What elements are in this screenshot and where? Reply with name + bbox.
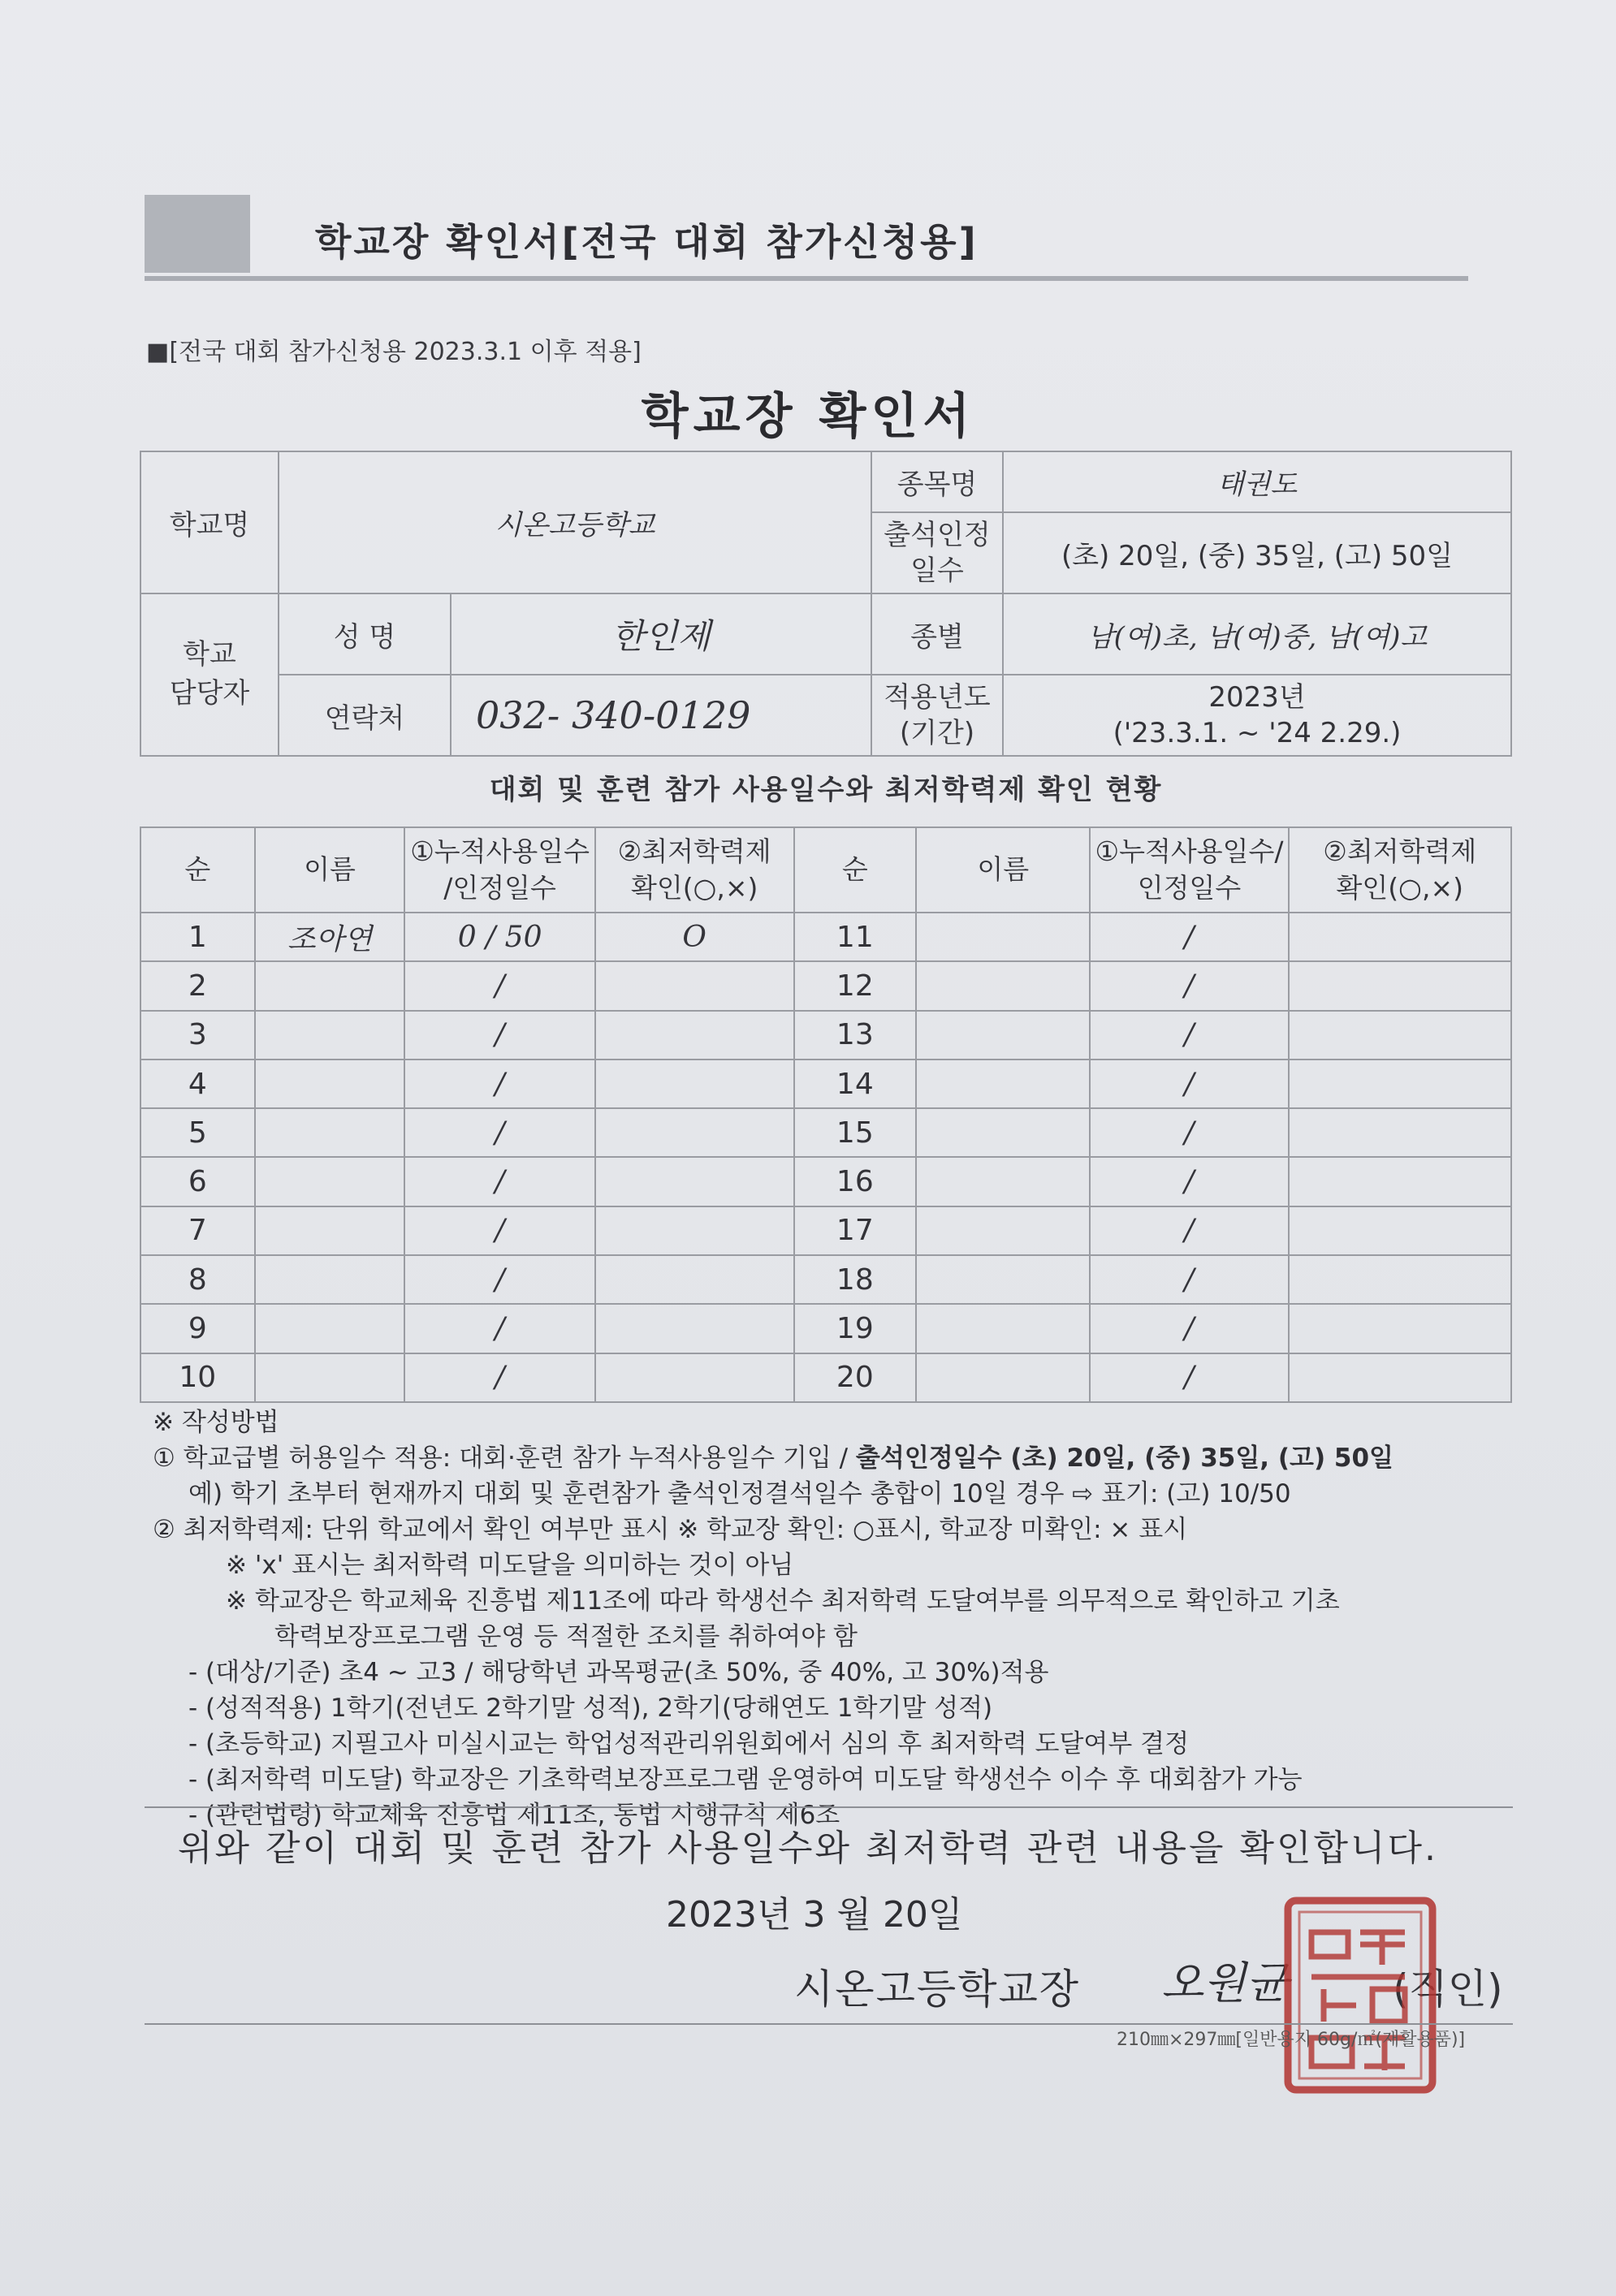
table-row [140, 1353, 1511, 1402]
principal-school: 시온고등학교장 [794, 1966, 1081, 2013]
bottom-line [145, 2023, 1513, 2025]
roster-name-right [916, 1255, 1090, 1304]
gender-value: 남(여)초, 남(여)중, 남(여)고 [1003, 593, 1511, 675]
sport-label: 종목명 [871, 451, 1003, 512]
roster-check-right [1289, 1353, 1511, 1402]
roster-no-right: 19 [794, 1304, 917, 1353]
roster-check-left [595, 1108, 794, 1157]
note-2-sub1: ※ 'x' 표시는 최저학력 미도달을 의미하는 것이 아님 [226, 1551, 794, 1581]
header-title: 학교장 확인서[전국 대회 참가신청용] [315, 220, 979, 264]
roster-name-right [916, 1157, 1090, 1206]
detail-4: - (최저학력 미도달) 학교장은 기초학력보장프로그램 운영하여 미도달 학생선수 이수 후 대회참가 가능 [188, 1765, 1303, 1795]
roster-days-right: / [1090, 1108, 1288, 1157]
date-text: 2023년 3 월 20일 [666, 1894, 963, 1936]
table-row [140, 1157, 1511, 1206]
roster-days-right: / [1090, 1157, 1288, 1206]
table-row [140, 913, 1511, 961]
roster-name-left [255, 1011, 405, 1060]
year-label: 적용년도 (기간) [871, 675, 1003, 756]
section-title: 대회 및 훈련 참가 사용일수와 최저학력제 확인 현황 [489, 774, 1163, 806]
contact-value: 032- 340-0129 [451, 675, 871, 756]
table-row [140, 1206, 1511, 1255]
roster-days-left: / [404, 1108, 594, 1157]
roster-name-left [255, 1157, 405, 1206]
notes-heading: ※ 작성방법 [153, 1408, 279, 1437]
roster-no-left: 2 [140, 961, 255, 1010]
roster-check-left [595, 1157, 794, 1206]
col-name-left: 이름 [255, 827, 405, 913]
header-gray-block [145, 195, 250, 273]
roster-check-left [595, 961, 794, 1010]
col-days-right: ①누적사용일수/ 인정일수 [1090, 827, 1288, 913]
roster-no-right: 11 [794, 913, 917, 961]
seal-label: (직인) [1393, 1966, 1503, 2013]
roster-check-right [1289, 1304, 1511, 1353]
period-value: ('23.3.1. ~ '24 2.29.) [1113, 717, 1402, 749]
col-check-right: ②최저학력제 확인(○,×) [1289, 827, 1511, 913]
confirm-text: 위와 같이 대회 및 훈련 참가 사용일수와 최저학력 관련 내용을 확인합니다. [178, 1828, 1438, 1869]
roster-check-right [1289, 1060, 1511, 1108]
roster-name-right [916, 1206, 1090, 1255]
year-cell [1003, 675, 1511, 756]
roster-body [140, 913, 1511, 1402]
roster-days-right: / [1090, 1206, 1288, 1255]
note-2: ② 최저학력제: 단위 학교에서 확인 여부만 표시 ※ 학교장 확인: ○표시, 학교장 미확인: × 표시 [153, 1515, 1188, 1545]
roster-name-left [255, 1304, 405, 1353]
roster-no-left: 8 [140, 1255, 255, 1304]
main-title: 학교장 확인서 [641, 388, 975, 445]
roster-check-right [1289, 1011, 1511, 1060]
name-value: 한인제 [451, 593, 871, 675]
roster-days-right: / [1090, 1353, 1288, 1402]
roster-days-right: / [1090, 1060, 1288, 1108]
roster-name-right [916, 913, 1090, 961]
roster-check-left [595, 1304, 794, 1353]
roster-no-right: 17 [794, 1206, 917, 1255]
roster-no-left: 1 [140, 913, 255, 961]
roster-name-right [916, 1108, 1090, 1157]
gender-label: 종별 [871, 593, 1003, 675]
roster-days-left: / [404, 1011, 594, 1060]
year-value: 2023년 [1208, 680, 1306, 714]
col-check-left: ②최저학력제 확인(○,×) [595, 827, 794, 913]
roster-check-left [595, 1255, 794, 1304]
roster-name-left [255, 961, 405, 1010]
roster-days-left: / [404, 961, 594, 1010]
roster-days-right: / [1090, 1255, 1288, 1304]
roster-name-right [916, 1011, 1090, 1060]
roster-no-left: 10 [140, 1353, 255, 1402]
roster-check-right [1289, 961, 1511, 1010]
roster-check-right [1289, 1108, 1511, 1157]
detail-1: - (대상/기준) 초4 ~ 고3 / 해당학년 과목평균(초 50%, 중 40%, 고 30%)적용 [188, 1658, 1049, 1688]
col-no-left: 순 [140, 827, 255, 913]
roster-name-right [916, 1060, 1090, 1108]
col-no-right: 순 [794, 827, 917, 913]
roster-check-left [595, 1011, 794, 1060]
roster-no-left: 3 [140, 1011, 255, 1060]
roster-no-right: 12 [794, 961, 917, 1010]
roster-name-left [255, 1353, 405, 1402]
table-row [140, 1060, 1511, 1108]
table-row [140, 1011, 1511, 1060]
note-1 [153, 1440, 1517, 1476]
notes-section [153, 1405, 1517, 1833]
detail-3: - (초등학교) 지필고사 미실시교는 학업성적관리위원회에서 심의 후 최저학력 도달여부 결정 [188, 1729, 1190, 1759]
roster-name-left [255, 1108, 405, 1157]
roster-no-right: 20 [794, 1353, 917, 1402]
contact-label: 연락처 [279, 675, 451, 756]
roster-days-left: / [404, 1304, 594, 1353]
col-days-left: ①누적사용일수 /인정일수 [404, 827, 594, 913]
scope-note: ■[전국 대회 참가신청용 2023.3.1 이후 적용] [146, 338, 642, 366]
roster-days-left: / [404, 1060, 594, 1108]
roster-check-left [595, 1206, 794, 1255]
info-table [140, 451, 1512, 757]
roster-no-left: 4 [140, 1060, 255, 1108]
name-label: 성 명 [279, 593, 451, 675]
roster-name-left: 조아연 [255, 913, 405, 961]
roster-check-left [595, 1353, 794, 1402]
note-1-text: ① 학교급별 허용일수 적용: 대회·훈련 참가 누적사용일수 기입 / [153, 1444, 856, 1474]
roster-name-right [916, 1353, 1090, 1402]
roster-check-right [1289, 913, 1511, 961]
roster-check-right [1289, 1157, 1511, 1206]
attendance-value: (초) 20일, (중) 35일, (고) 50일 [1003, 512, 1511, 593]
detail-2: - (성적적용) 1학기(전년도 2학기말 성적), 2학기(당해연도 1학기말 성적) [188, 1694, 993, 1724]
roster-name-right [916, 961, 1090, 1010]
roster-days-left: / [404, 1353, 594, 1402]
roster-no-right: 18 [794, 1255, 917, 1304]
table-row [140, 1108, 1511, 1157]
detail-5: - (관련법령) 학교체육 진흥법 제11조, 동법 시행규칙 제6조 [188, 1801, 840, 1831]
table-row [140, 1255, 1511, 1304]
header-bar [145, 195, 1468, 281]
principal-signature: 오원균 [1161, 1957, 1289, 2009]
note-2-sub2a: ※ 학교장은 학교체육 진흥법 제11조에 따라 학생선수 최저학력 도달여부를 의무적으로 확인하고 기초 [226, 1586, 1340, 1616]
table-row [140, 1304, 1511, 1353]
roster-table [140, 826, 1512, 1403]
roster-check-right [1289, 1255, 1511, 1304]
roster-days-right: / [1090, 913, 1288, 961]
roster-no-right: 14 [794, 1060, 917, 1108]
sport-value: 태권도 [1003, 451, 1511, 512]
roster-no-left: 9 [140, 1304, 255, 1353]
roster-days-left: / [404, 1255, 594, 1304]
roster-days-right: / [1090, 1011, 1288, 1060]
school-seal-stamp [1283, 1896, 1437, 2095]
roster-check-right [1289, 1206, 1511, 1255]
note-1-bold: 출석인정일수 (초) 20일, (중) 35일, (고) 50일 [855, 1444, 1394, 1474]
roster-days-left: / [404, 1206, 594, 1255]
roster-days-right: / [1090, 1304, 1288, 1353]
roster-no-right: 16 [794, 1157, 917, 1206]
roster-check-left: O [595, 913, 794, 961]
roster-name-left [255, 1060, 405, 1108]
col-name-right: 이름 [916, 827, 1090, 913]
roster-days-left: / [404, 1157, 594, 1206]
table-row [140, 961, 1511, 1010]
note-1-example: 예) 학기 초부터 현재까지 대회 및 훈련참가 출석인정결석일수 총합이 10일 경우 ⇨ 표기: (고) 10/50 [188, 1479, 1291, 1509]
roster-name-right [916, 1304, 1090, 1353]
roster-no-left: 7 [140, 1206, 255, 1255]
roster-no-right: 15 [794, 1108, 917, 1157]
roster-days-right: / [1090, 961, 1288, 1010]
separator-line [145, 1806, 1513, 1808]
attendance-label: 출석인정 일수 [871, 512, 1003, 593]
roster-no-left: 6 [140, 1157, 255, 1206]
roster-check-left [595, 1060, 794, 1108]
roster-name-left [255, 1255, 405, 1304]
school-value: 시온고등학교 [279, 451, 871, 593]
school-label: 학교명 [140, 451, 279, 593]
roster-no-left: 5 [140, 1108, 255, 1157]
roster-header-row [140, 827, 1511, 913]
paper-size-note: 210㎜×297㎜[일반용지 60g/㎡(재활용품)] [1117, 2030, 1466, 2050]
roster-no-right: 13 [794, 1011, 917, 1060]
roster-name-left [255, 1206, 405, 1255]
note-2-sub2b: 학력보장프로그램 운영 등 적절한 조치를 취하여야 함 [274, 1622, 858, 1652]
manager-label: 학교 담당자 [140, 593, 279, 756]
roster-days-left: 0 / 50 [404, 913, 594, 961]
